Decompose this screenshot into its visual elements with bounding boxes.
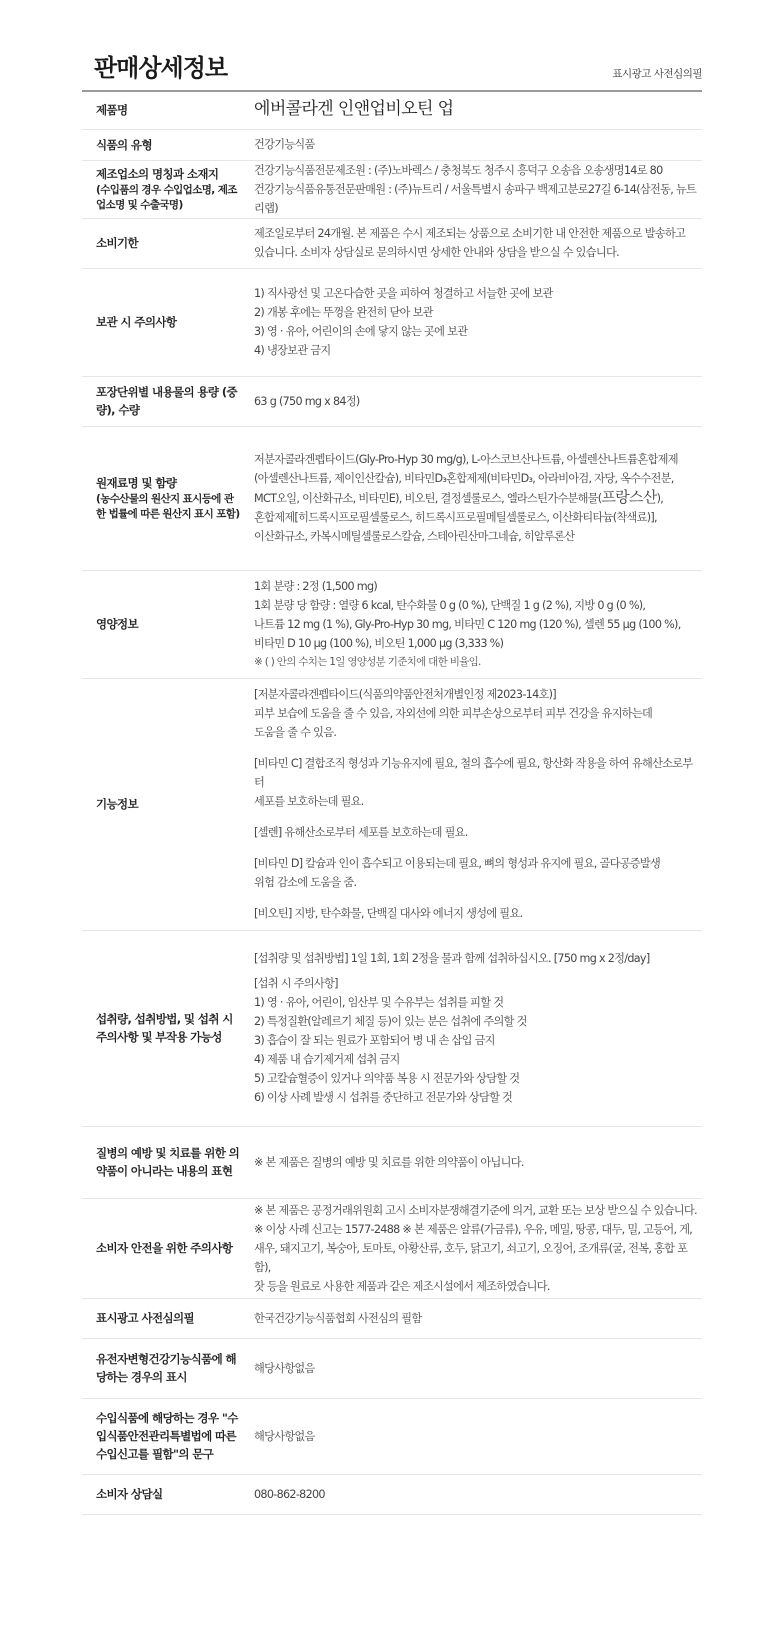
value-line: [비타민 C] 결합조직 형성과 기능유지에 필요, 철의 흡수에 필요, 항산화 작용을 하여 유해산소로부터 <box>254 757 693 789</box>
row-value <box>240 91 702 129</box>
table-row-expiry <box>82 218 702 268</box>
value-line: ※ 이상 사례 신고는 1577-2488 ※ 본 제품은 알류(가금류), 우유, 메밀, 땅콩, 대두, 밀, 고등어, 게, <box>254 1222 693 1236</box>
row-value <box>240 426 702 570</box>
table-row-disease <box>82 1126 702 1198</box>
row-label-line: 주의사항 <box>190 1241 233 1255</box>
table-row-storage <box>82 268 702 376</box>
row-label-line: 포장단위별 내용물의 용량 <box>96 385 219 399</box>
origin-text: 프랑스산 <box>601 488 657 506</box>
value-line: 5) 고칼슘혈증이 있거나 의약품 복용 시 전문가와 상담할 것 <box>254 1072 520 1085</box>
row-label <box>82 1198 240 1298</box>
value-line: 피부 보습에 도움을 줄 수 있음, 자외선에 의한 피부손상으로부터 피부 건강을 유지하는데 <box>254 707 653 720</box>
row-label <box>82 160 240 218</box>
value-line: 3) 흡습이 잘 되는 원료가 포함되어 병 내 손 삽입 금지 <box>254 1034 495 1047</box>
value-line: [비오틴] 지방, 탄수화물, 단백질 대사와 에너지 생성에 필요. <box>254 907 523 920</box>
row-label-line: 섭취량, 섭취방법, 및 <box>96 1012 195 1026</box>
row-label: 영양정보 <box>96 617 139 631</box>
row-label-main: 원재료명 및 함량 <box>96 476 177 490</box>
value-line: [섭취 시 주의사항] <box>254 977 338 990</box>
value-line: 1) 영 · 유아, 어린이, 임산부 및 수유부는 섭취를 피할 것 <box>254 996 504 1009</box>
table-row-intake <box>82 930 702 1126</box>
row-value: 건강기능식품 <box>254 138 315 151</box>
row-label-line: 소비자 안전을 위한 <box>96 1241 187 1255</box>
value-line: 4) 냉장보관 금지 <box>254 344 331 357</box>
row-label-sub: (농수산물의 원산지 표시등에 관한 법률에 따른 원산지 표시 포함) <box>96 493 240 520</box>
value-line: 1) 직사광선 및 고온다습한 곳을 피하여 청결하고 서늘한 곳에 보관 <box>254 287 553 300</box>
row-label-line: 해당하는 경우의 표시 <box>96 1352 237 1384</box>
row-label-line: 의약품이 아니라는 <box>96 1146 240 1178</box>
row-label: 제품명 <box>96 103 128 118</box>
value-line: [비타민 D] 칼슘과 인이 흡수되고 이용되는데 필요, 뼈의 형성과 유지에 필요, 골다공증발생 <box>254 857 661 870</box>
row-label-line: 수입식품에 해당하는 경우 <box>96 1411 219 1425</box>
value-line: 3) 영 · 유아, 어린이의 손에 닿지 않는 곳에 보관 <box>254 325 468 338</box>
table-row-capacity <box>82 376 702 426</box>
value-line: [셀렌] 유해산소로부터 세포를 보호하는데 필요. <box>254 826 468 839</box>
product-name: 에버콜라겐 인앤업비오틴 업 <box>254 99 454 120</box>
row-label-line: 따른 수입신고를 필함"의 문구 <box>96 1429 237 1461</box>
table-row-imported <box>82 1398 702 1474</box>
consult-phone: 080-862-8200 <box>254 1487 325 1501</box>
row-value: 63 g (750 mg x 84정) <box>254 394 360 408</box>
value-line: 제조일로부터 24개월. 본 제품은 수시 제조되는 상품으로 소비기한 내 안전한 제품으로 발송하고 <box>254 227 686 240</box>
value-line-part: MCT오일, 이산화규소, 비타민E), 비오틴, 결정셀룰로스, 엘라스틴가수분해물( <box>254 492 602 505</box>
value-line: 새우, 돼지고기, 복숭아, 토마토, 아황산류, 호두, 닭고기, 쇠고기, 오징어, 조개류(굴, 전복, 홍합 포함), <box>254 1241 688 1274</box>
value-line: 1회 분량 : 2정 (1,500 mg) <box>254 579 378 593</box>
row-value: ※ 본 제품은 질병의 예방 및 치료를 위한 의약품이 아닙니다. <box>254 1155 524 1169</box>
row-label: 식품의 유형 <box>96 137 152 152</box>
value-line: [저분자콜라겐펩타이드(식품의약품안전처개별인정 제2023-14호)] <box>254 688 556 701</box>
row-label-line: 질병의 예방 및 치료를 위한 <box>96 1146 226 1160</box>
row-label <box>82 1398 240 1474</box>
nutrition-note: ※ ( ) 안의 수치는 1일 영양성분 기준치에 대한 비율임. <box>254 655 481 668</box>
value-line: 2) 개봉 후에는 뚜껑을 완전히 닫아 보관 <box>254 306 433 319</box>
table-row-ad-review <box>82 1298 702 1338</box>
value-line: 비타민 D 10 μg (100 %), 비오틴 1,000 μg (3,333 %) <box>254 636 504 650</box>
value-line: 저분자콜라겐펩타이드(Gly-Pro-Hyp 30 mg/g), L-아스코브산나트륨, 아셀렌산나트륨혼합제제 <box>254 453 678 466</box>
row-label: 표시광고 사전심의필 <box>96 1311 194 1325</box>
row-label <box>82 426 240 570</box>
value-line <box>254 488 702 508</box>
row-label-main: 제조업소의 명칭과 소재지 <box>96 167 219 181</box>
row-label <box>82 376 240 426</box>
row-label: 기능정보 <box>96 797 139 811</box>
value-line: 잣 등을 원료로 사용한 제품과 같은 제조시설에서 제조하였습니다. <box>254 1279 550 1293</box>
section-header <box>82 44 702 90</box>
value-line: 4) 제품 내 습기제거제 섭취 금지 <box>254 1053 400 1066</box>
row-label-line: "수입식품안전관리특별법에 <box>96 1411 238 1443</box>
value-line: 혼합제제[히드록시프로필셀룰로스, 히드록시프로필메틸셀룰로스, 이산화티타늄(착색료)], <box>254 511 657 524</box>
value-line: [섭취량 및 섭취방법] 1일 1회, 1회 2정을 물과 함께 섭취하십시오. [750 mg x 2정/day] <box>254 952 650 965</box>
value-line: 나트륨 12 mg (1 %), Gly-Pro-Hyp 30 mg, 비타민 C 120 mg (120 %), 셀렌 55 μg (100 %), <box>254 617 681 631</box>
row-label <box>82 930 240 1126</box>
table-row-safety <box>82 1198 702 1298</box>
value-line: 도움을 줄 수 있음. <box>254 726 337 739</box>
row-label <box>82 1338 240 1398</box>
row-value: 한국건강기능식품협회 사전심의 필함 <box>254 1311 422 1325</box>
row-value <box>240 1198 702 1298</box>
value-line: 이산화규소, 카복시메틸셀룰로스칼슘, 스테아린산마그네슘, 히알루론산 <box>254 530 575 543</box>
table-row-manufacturer <box>82 160 702 218</box>
value-line-part: ), <box>656 492 664 505</box>
row-value <box>240 160 702 218</box>
row-value <box>240 570 702 678</box>
row-label: 소비자 상담실 <box>96 1487 163 1501</box>
page-title: 판매상세정보 <box>94 54 228 82</box>
value-line: 6) 이상 사례 발생 시 섭취를 중단하고 전문가와 상담할 것 <box>254 1091 513 1104</box>
value-line: 1회 분량 당 함량 : 열량 6 kcal, 탄수화물 0 g (0 %), 단백질 1 g (2 %), 지방 0 g (0 %), <box>254 598 646 612</box>
value-line: 세포를 보호하는데 필요. <box>254 795 364 808</box>
row-value <box>240 268 702 376</box>
row-label: 소비기한 <box>96 236 139 250</box>
value-line: 있습니다. 소비자 상담실로 문의하시면 상세한 안내와 상담을 받으실 수 있습니다. <box>254 246 619 259</box>
ad-review-note: 표시광고 사전심의필 <box>612 68 702 80</box>
table-row-gmo <box>82 1338 702 1398</box>
row-label-sub: (수입품의 경우 수입업소명, 제조업소명 및 수출국명) <box>96 184 237 211</box>
row-label-line: 부작용 가능성 <box>155 1030 222 1044</box>
table-row-consult <box>82 1474 702 1514</box>
row-label-line: (중량), 수량 <box>96 385 237 417</box>
row-label-line: 섭취 시 주의사항 및 <box>96 1012 233 1044</box>
row-value <box>240 218 702 268</box>
table-row-product-name <box>82 91 702 129</box>
value-line: (아셀렌산나트륨, 제이인산칼슘), 비타민D₃혼합제제(비타민D₃, 아라비아검, 자당, 옥수수전분, <box>254 472 674 485</box>
row-label: 보관 시 주의사항 <box>96 315 177 329</box>
value-line: 위험 감소에 도움을 줌. <box>254 876 357 889</box>
table-row-function <box>82 678 702 930</box>
value-line: ※ 본 제품은 공정거래위원회 고시 소비자분쟁해결기준에 의거, 교환 또는 보상 받으실 수 있습니다. <box>254 1203 697 1217</box>
row-label <box>82 1126 240 1198</box>
table-row-ingredients <box>82 426 702 570</box>
row-label-line: 유전자변형건강기능식품에 <box>96 1352 223 1366</box>
row-value: 해당사항없음 <box>254 1429 315 1443</box>
row-value <box>240 678 702 930</box>
value-line: 건강기능식품전문제조원 : (주)노바렉스 / 충청북도 청주시 흥덕구 오송읍 오송생명14로 80 <box>254 163 663 177</box>
value-line: 건강기능식품유통전문판매원 : (주)뉴트리 / 서울특별시 송파구 백제고분로27길 6-14(삼전동, 뉴트리랩) <box>254 182 697 215</box>
row-value: 해당사항없음 <box>254 1361 315 1375</box>
product-info-table <box>82 90 702 1515</box>
table-row-nutrition <box>82 570 702 678</box>
row-label-line: 내용의 표현 <box>176 1164 233 1178</box>
row-value <box>240 930 702 1126</box>
value-line: 2) 특정질환(알레르기 체질 등)이 있는 분은 섭취에 주의할 것 <box>254 1015 527 1028</box>
table-row-food-type <box>82 129 702 160</box>
